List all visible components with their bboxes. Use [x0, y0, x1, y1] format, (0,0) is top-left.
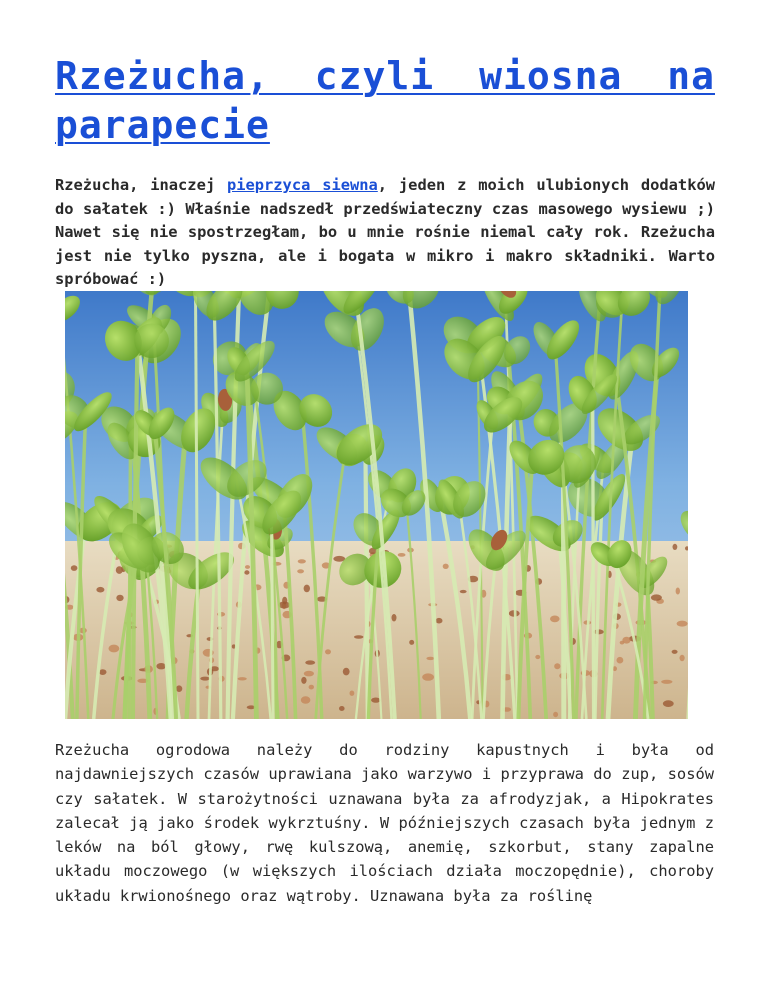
- sprout-stem: [271, 509, 273, 720]
- soil-seed: [661, 680, 672, 684]
- soil-seed: [244, 570, 249, 574]
- soil-seed: [554, 663, 560, 669]
- soil-seed: [663, 700, 674, 707]
- soil-seed: [245, 565, 250, 569]
- cress-sprouts-illustration: [65, 291, 688, 719]
- soil-seed: [200, 677, 210, 681]
- soil-seed: [553, 712, 558, 717]
- article-title: [55, 52, 715, 150]
- soil-seed: [535, 655, 540, 659]
- soil-seed: [71, 565, 78, 571]
- soil-seed: [238, 677, 247, 680]
- sprout-stem: [129, 437, 131, 719]
- intro-paragraph: [55, 174, 715, 292]
- soil-seed: [443, 564, 449, 569]
- soil-seed: [297, 569, 304, 573]
- soil-seed: [677, 621, 688, 627]
- soil-seed: [676, 588, 680, 595]
- soil-seed: [436, 618, 443, 624]
- pieprzyca-siewna-link[interactable]: pieprzyca siewna: [226, 176, 378, 194]
- soil-seed: [680, 655, 685, 661]
- soil-seed: [304, 671, 314, 677]
- soil-seed: [325, 649, 331, 654]
- soil-seed: [409, 640, 414, 645]
- soil-seed: [622, 637, 630, 644]
- soil-seed: [343, 668, 350, 676]
- soil-seed: [672, 650, 678, 654]
- soil-seed: [350, 691, 355, 696]
- cress-sprouts-photo: [65, 291, 688, 719]
- soil-seed: [398, 553, 406, 557]
- soil-seed: [617, 657, 624, 664]
- article-title-link[interactable]: Rzeżucha, czyli wiosna na parapecie: [55, 54, 715, 147]
- soil-seed: [156, 663, 166, 669]
- soil-seed: [460, 590, 467, 593]
- soil-seed: [309, 685, 314, 690]
- intro-text-after-link: , jeden z moich ulubionych dodatków do sałatek :) Właśnie nadszedł przedświateczny czas masowego wysiewu ;) Nawet się nie spostrzegłam, bo u mnie rośnie niemal cały rok. Rzeżucha jest nie tylko pyszna, ale i bogata w mikro i makro składniki. Warto spróbować :): [55, 176, 715, 288]
- soil-seed: [354, 635, 363, 638]
- soil-seed: [392, 614, 397, 621]
- soil-seed: [298, 559, 306, 563]
- soil-seed: [339, 706, 345, 711]
- sprout-stem: [365, 446, 367, 719]
- soil-seed: [426, 657, 434, 660]
- soil-seed: [109, 645, 120, 653]
- soil-seed: [550, 616, 560, 623]
- soil-seed: [673, 544, 678, 550]
- soil-seed: [301, 677, 306, 684]
- soil-seed: [116, 595, 123, 601]
- soil-seed: [176, 685, 182, 692]
- soil-seed: [422, 673, 434, 680]
- body-paragraph: Rzeżucha ogrodowa należy do rodziny kapustnych i była od najdawniejszych czasów uprawiana jako warzywo i przyprawa do zup, sosów czy sałatek. W starożytności uznawana była za afrodyzjak, a Hipokrates zalecał ją jako środek wykrztuśny. W późniejszych czasach była jednym z leków na ból głowy, rwę kulszową, anemię, szkorbut, stany zapalne układu moczowego (w większych ilościach działa moczopędnie), choroby układu krwionośnego oraz wątroby. Uznawana była za roślinę: [55, 741, 714, 905]
- intro-text-before-link: Rzeżucha, inaczej: [55, 176, 227, 194]
- soil-seed: [304, 585, 310, 593]
- soil-seed: [96, 587, 104, 593]
- soil-seed: [371, 698, 380, 703]
- soil-seed: [651, 594, 662, 600]
- soil-seed: [305, 660, 315, 664]
- soil-seed: [301, 696, 311, 703]
